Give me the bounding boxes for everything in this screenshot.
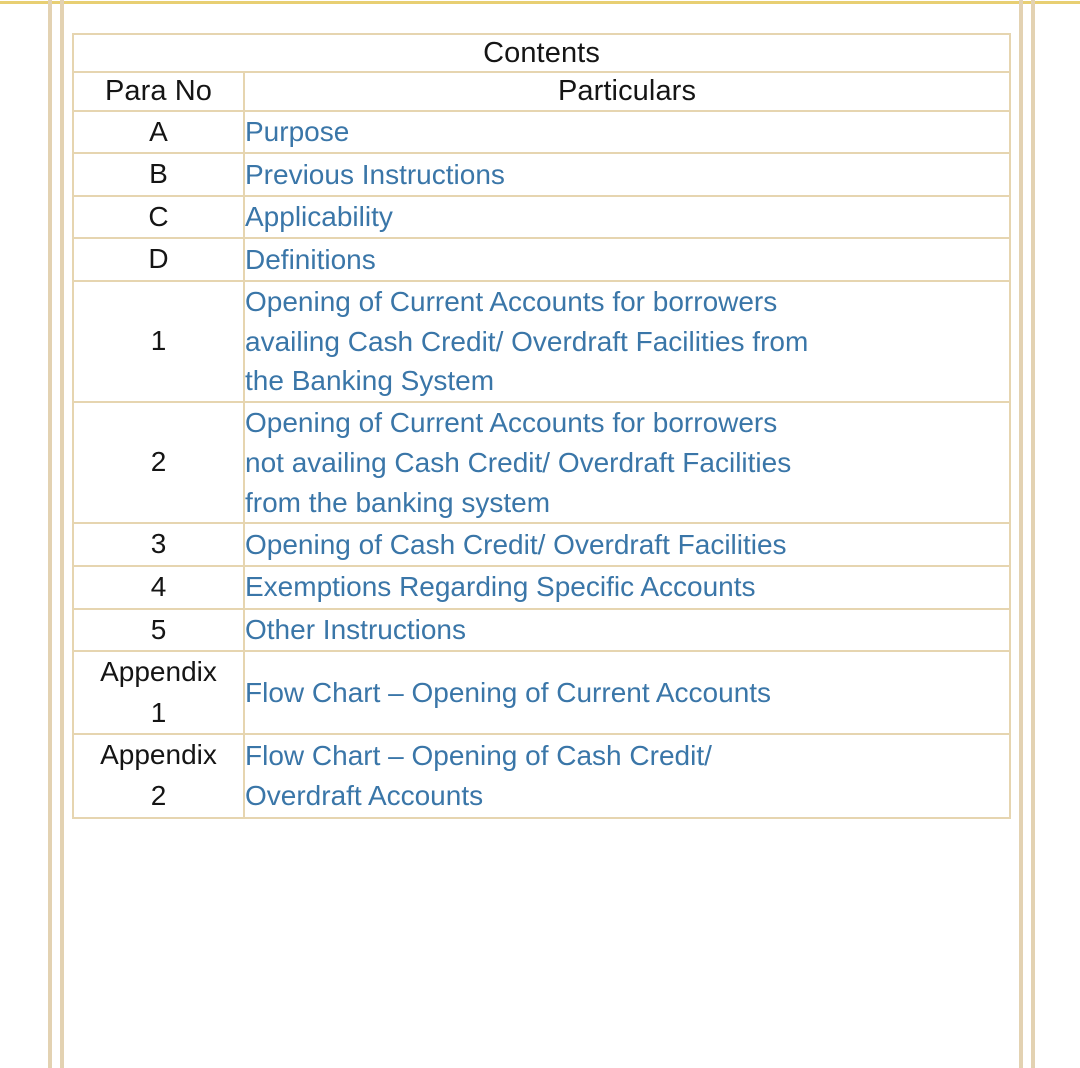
cell-particulars-line: Exemptions Regarding Specific Accounts: [245, 571, 756, 603]
cell-particulars: [244, 523, 1010, 566]
table-row: [73, 153, 1010, 196]
page-margin-rule-right-inner: [1019, 0, 1023, 1068]
table-row: [73, 111, 1010, 154]
cell-para-no: [73, 609, 244, 652]
table-row: [73, 281, 1010, 402]
cell-particulars: [244, 196, 1010, 239]
table-title: Contents: [73, 34, 1010, 72]
cell-particulars: [244, 734, 1010, 817]
cell-para-no-line: 2: [150, 779, 167, 811]
cell-para-no-line: D: [148, 243, 169, 275]
cell-particulars-line: availing Cash Credit/ Overdraft Facilities from: [245, 325, 809, 357]
cell-particulars-line: Applicability: [245, 201, 393, 233]
cell-particulars-line: Flow Chart – Opening of Cash Credit/: [245, 740, 712, 772]
cell-para-no-line: C: [148, 200, 169, 232]
table-row: [73, 402, 1010, 523]
cell-particulars: [244, 153, 1010, 196]
cell-para-no: [73, 523, 244, 566]
cell-para-no-line: 2: [150, 446, 167, 478]
cell-para-no: [73, 402, 244, 523]
table-row: [73, 196, 1010, 239]
cell-para-no-line: Appendix: [100, 656, 217, 688]
page-margin-rule-left-outer: [48, 0, 52, 1068]
cell-particulars-line: Other Instructions: [245, 613, 466, 645]
cell-para-no-line: 1: [150, 325, 167, 357]
contents-table-body: [73, 34, 1010, 818]
cell-particulars-line: Previous Instructions: [245, 158, 505, 190]
table-row: [73, 566, 1010, 609]
cell-para-no: [73, 153, 244, 196]
cell-para-no: [73, 238, 244, 281]
cell-para-no-line: Appendix: [100, 739, 217, 771]
cell-particulars-line: from the banking system: [245, 486, 551, 518]
cell-para-no: [73, 651, 244, 734]
cell-para-no: [73, 734, 244, 817]
table-row: [73, 651, 1010, 734]
cell-particulars: [244, 566, 1010, 609]
cell-para-no: [73, 196, 244, 239]
cell-particulars-line: Definitions: [245, 243, 376, 275]
cell-para-no-line: 5: [150, 613, 167, 645]
column-header-particulars: Particulars: [244, 72, 1010, 110]
cell-para-no: [73, 281, 244, 402]
table-title-row: [73, 34, 1010, 72]
contents-table: [72, 33, 1011, 819]
cell-para-no-line: 4: [150, 570, 167, 602]
cell-particulars: [244, 402, 1010, 523]
cell-para-no-line: 3: [150, 528, 167, 560]
cell-particulars: [244, 609, 1010, 652]
cell-para-no: [73, 566, 244, 609]
cell-para-no-line: 1: [150, 696, 167, 728]
cell-particulars-line: Flow Chart – Opening of Current Accounts: [245, 676, 772, 708]
table-of-contents: [72, 33, 1009, 819]
table-row: [73, 238, 1010, 281]
cell-particulars-line: not availing Cash Credit/ Overdraft Facilities: [245, 446, 792, 478]
cell-para-no-line: B: [149, 158, 168, 190]
cell-particulars-line: Opening of Current Accounts for borrowers: [245, 285, 778, 317]
cell-particulars-line: Opening of Cash Credit/ Overdraft Facilities: [245, 528, 787, 560]
cell-particulars: [244, 651, 1010, 734]
page-margin-rule-right-outer: [1031, 0, 1035, 1068]
table-row: [73, 523, 1010, 566]
cell-para-no-line: A: [149, 115, 168, 147]
cell-particulars-line: Purpose: [245, 115, 350, 147]
cell-particulars: [244, 238, 1010, 281]
cell-particulars-line: the Banking System: [245, 365, 495, 397]
table-row: [73, 734, 1010, 817]
cell-para-no: [73, 111, 244, 154]
cell-particulars: [244, 281, 1010, 402]
table-header-row: [73, 72, 1010, 110]
page-margin-rule-left-inner: [60, 0, 64, 1068]
cell-particulars-line: Overdraft Accounts: [245, 779, 484, 811]
column-header-para-no: Para No: [73, 72, 244, 110]
cell-particulars-line: Opening of Current Accounts for borrowers: [245, 407, 778, 439]
table-row: [73, 609, 1010, 652]
cell-particulars: [244, 111, 1010, 154]
page-top-rule: [0, 1, 1080, 4]
